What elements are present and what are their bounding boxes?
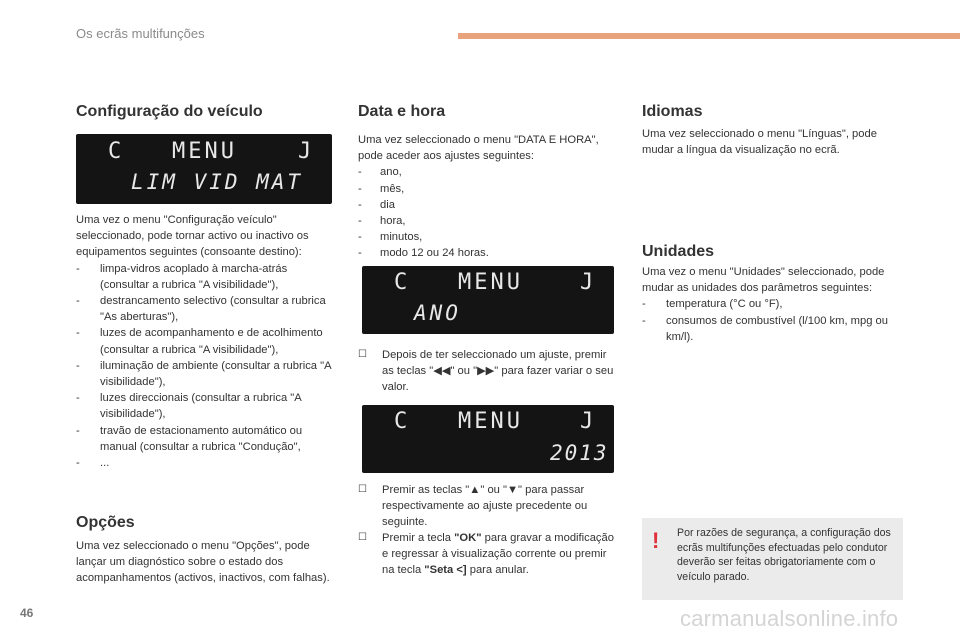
vehicle-config-text [76,212,336,471]
lcd-display-2013 [362,405,614,473]
vehicle-config-list [76,261,336,472]
lcd-bracket-right: J [580,270,594,295]
units-intro: Uma vez o menu "Unidades" seleccionado, pode mudar as unidades dos parâmetros seguintes: [642,266,885,295]
list-item: - limpa-vidros acoplado à marcha-atrás (consultar a rubrica "A visibilidade"), [76,261,336,293]
date-time-intro: Uma vez seleccionado o menu "DATA E HORA", pode aceder aos ajustes seguintes: [358,134,599,163]
date-time-text [358,132,608,262]
heading-units: Unidades [642,243,715,260]
list-item: - temperatura (°C ou °F), [642,296,904,312]
heading-languages: Idiomas [642,103,703,120]
warning-text: Por razões de segurança, a configuração dos ecrãs multifunções efectuadas pelo condutor deverão ser feitas obrigatoriamente com o veículo parado. [677,527,891,583]
step-confirm: ☐ Premir a tecla "OK" para gravar a modificação e regressar à visualização corrente ou premir na tecla "Seta <] para anular. [358,532,614,577]
lcd-line2-text: 2013 [550,441,609,465]
list-item: - iluminação de ambiente (consultar a rubrica "A visibilidade"), [76,358,336,390]
down-arrow-icon: ▼ [506,484,519,496]
header-accent-bar [458,33,960,39]
lcd-menu-text: MENU [172,139,237,164]
languages-text: Uma vez seleccionado o menu "Línguas", pode mudar a língua da visualização no ecrã. [642,128,877,157]
lcd-bracket-right: J [298,139,312,164]
units-list [642,296,904,345]
checkbox-bullet-icon: ☐ [358,349,367,360]
heading-options: Opções [76,514,135,531]
double-left-arrow-icon: ◀◀ [433,365,451,378]
watermark: carmanualsonline.info [680,606,899,631]
list-item: - consumos de combustível (l/100 km, mpg ou km/l). [642,313,904,345]
heading-vehicle-config: Configuração do veículo [76,103,263,120]
lcd-bracket-left: C [394,270,408,295]
list-item: - travão de estacionamento automático ou manual (consultar a rubrica "Condução", [76,423,336,455]
ok-key-label: "OK" [454,532,482,544]
header-title: Os ecrãs multifunções [76,26,205,41]
lcd-line2-text: LIM VID MAT [131,170,304,194]
lcd-display-vehicle [76,134,332,204]
list-item: - mês, [358,181,608,197]
list-item: - dia [358,197,608,213]
list-item: - luzes de acompanhamento e de acolhimento (consultar a rubrica "A visibilidade"), [76,325,336,357]
lcd-display-year [362,266,614,334]
step-navigate: ☐ Premir as teclas "▲" ou "▼" para passar respectivamente ao ajuste precedente ou seguinte. [358,484,588,529]
options-text: Uma vez seleccionado o menu "Opções", pode lançar um diagnóstico sobre o estado dos acompanhamentos (activos, inactivos, com falhas). [76,540,330,585]
list-item: - modo 12 ou 24 horas. [358,245,608,261]
lcd-menu-text: MENU [458,409,523,434]
warning-box [642,518,903,600]
heading-date-time: Data e hora [358,103,446,120]
list-item: - hora, [358,213,608,229]
date-time-list [358,164,608,261]
checkbox-bullet-icon: ☐ [358,532,367,543]
list-item: - destrancamento selectivo (consultar a rubrica "As aberturas"), [76,293,336,325]
vehicle-config-intro: Uma vez o menu "Configuração veículo" seleccionado, pode tornar activo ou inactivo os equipamentos seguintes (consoante destino): [76,214,309,259]
lcd-menu-text: MENU [458,270,523,295]
lcd-line2-text: ANO [414,301,461,325]
list-item: - ano, [358,164,608,180]
checkbox-bullet-icon: ☐ [358,484,367,495]
double-right-arrow-icon: ▶▶ [477,365,495,378]
lcd-bracket-left: C [108,139,122,164]
lcd-bracket-right: J [580,409,594,434]
list-item: - ... [76,455,336,471]
lcd-bracket-left: C [394,409,408,434]
back-key-label: "Seta <] [424,564,467,577]
list-item: - luzes direccionais (consultar a rubrica "A visibilidade"), [76,390,336,422]
up-arrow-icon: ▲ [469,484,481,496]
page-number: 46 [20,606,34,620]
warning-exclamation-icon: ! [652,528,660,553]
step-adjust-value: ☐ Depois de ter seleccionado um ajuste, premir as teclas "◀◀" ou "▶▶" para fazer variar o seu valor. [358,349,614,394]
units-text [642,264,904,345]
list-item: - minutos, [358,229,608,245]
